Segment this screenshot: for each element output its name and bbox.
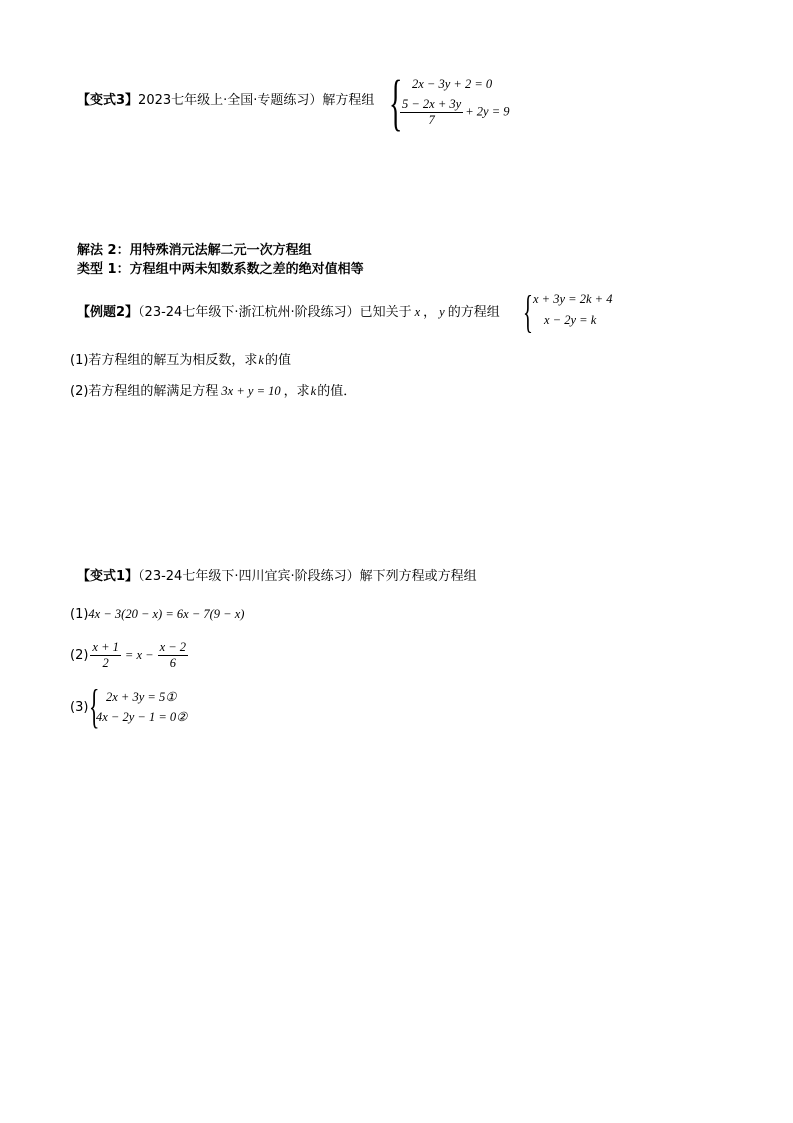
- example2-question1: [70, 352, 291, 369]
- example2-q2-mid: ，求: [283, 384, 310, 399]
- example2-eq2: x − 2y = k: [544, 313, 597, 327]
- variant1-prefix: 【变式1】: [77, 569, 139, 584]
- variant1-source: （23-24七年级下·四川宜宾·阶段练习）解下列方程或方程组: [138, 569, 477, 584]
- variant3-prefix: 【变式3】: [77, 93, 139, 108]
- variant1-p1-label: (1): [70, 607, 89, 622]
- example2-q1-prefix: (1)若方程组的解互为相反数，求: [70, 353, 258, 368]
- variant1-p3-eq1: 2x + 3y = 5①: [106, 690, 177, 704]
- variant1-p1-equation: 4x − 3(20 − x) = 6x − 7(9 − x): [88, 607, 245, 621]
- example2-suffix: 的方程组: [447, 305, 500, 320]
- example2-q1-var: k: [258, 353, 264, 367]
- example2-question2: [70, 383, 356, 400]
- variant1-p2-denominator1: 2: [102, 656, 109, 670]
- variant3-source: 2023七年级上·全国·专题练习）解方程组: [138, 93, 375, 108]
- example2-q2-var: k: [310, 384, 317, 398]
- variant1-problem1: [70, 606, 244, 623]
- example2-var-x: x: [414, 305, 421, 319]
- example2-prefix: 【例题2】: [77, 305, 139, 320]
- variant3-eq2-numerator: 5 − 2x + 3y: [402, 97, 462, 111]
- variant1-p2-numerator2: x − 2: [159, 640, 187, 654]
- example2-q1-suffix: 的值: [264, 353, 291, 368]
- variant1-p2-middle: = x −: [124, 648, 154, 662]
- variant1-p2-numerator1: x + 1: [92, 640, 119, 654]
- variant1-p3-brace: {: [89, 680, 100, 733]
- variant1-p3-eq2: 4x − 2y − 1 = 0②: [96, 710, 188, 724]
- example2-eq1: x + 3y = 2k + 4: [533, 292, 613, 306]
- variant1-p2-fraction1: [90, 640, 120, 671]
- variant3-heading: [77, 93, 374, 109]
- example2-source: （23-24七年级下·浙江杭州·阶段练习）已知关于: [138, 305, 412, 320]
- example2-q2-suffix: 的值．: [317, 384, 357, 399]
- variant3-eq2-fraction: [400, 97, 463, 128]
- example2-var-y: y: [439, 305, 445, 319]
- variant1-p2-denominator2: 6: [169, 656, 176, 670]
- method2-type1: 类型 1：方程组中两未知数系数之差的绝对值相等: [77, 262, 364, 277]
- variant1-p3-label: (3): [70, 700, 89, 715]
- variant3-eq2-denominator: 7: [428, 113, 435, 127]
- variant3-eq2: [398, 97, 510, 128]
- method2-title: 解法 2：用特殊消元法解二元一次方程组: [77, 243, 312, 258]
- variant1-heading: [77, 569, 477, 585]
- example2-brace: {: [523, 286, 533, 337]
- variant3-eq1: 2x − 3y + 2 = 0: [412, 77, 493, 91]
- example2-q2-prefix: (2)若方程组的解满足方程: [70, 384, 219, 399]
- variant3-eq2-rest: + 2y = 9: [465, 104, 510, 119]
- variant3-brace: {: [389, 69, 403, 137]
- example2-comma: ，: [423, 305, 437, 320]
- example2-q2-equation: 3x + y = 10: [221, 384, 281, 398]
- variant1-p2-label: (2): [70, 648, 89, 663]
- variant1-p2-fraction2: [158, 640, 188, 671]
- example2-heading: [77, 304, 500, 321]
- variant1-problem2: [70, 640, 190, 671]
